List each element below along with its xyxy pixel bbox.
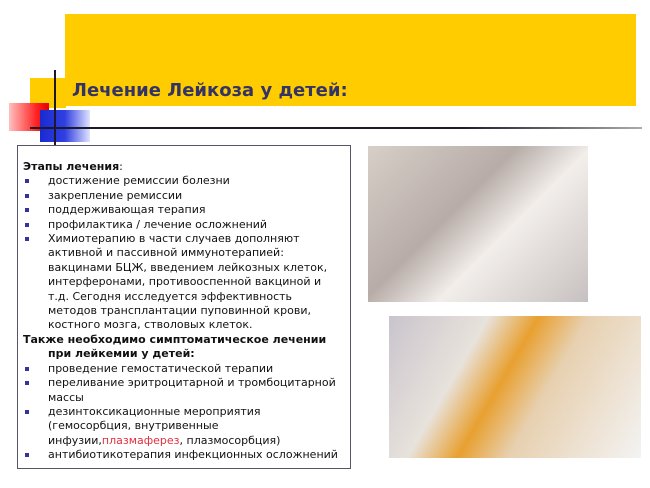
- content-box: [17, 145, 351, 469]
- highlight-text: плазмаферез: [101, 433, 180, 447]
- stages-heading: [23, 160, 344, 174]
- bullet-icon: [25, 237, 29, 241]
- list-item: [23, 232, 344, 333]
- bullet-icon: [25, 179, 29, 183]
- list-item: [23, 203, 344, 217]
- decor-vertical-line: [54, 70, 56, 146]
- slide-title: Лечение Лейкоза у детей:: [72, 80, 348, 101]
- list-item: [23, 448, 344, 462]
- stages-list: [23, 174, 344, 332]
- item-text: профилактика / лечение осложнений: [48, 217, 268, 231]
- bullet-icon: [25, 410, 29, 414]
- item-text: закрепление ремиссии: [48, 188, 183, 202]
- symptomatic-heading: Также необходимо симптоматическое лечении при лейкемии у детей:: [23, 332, 327, 361]
- decor-horizontal-line: [30, 127, 642, 129]
- list-item: [23, 189, 344, 203]
- bullet-icon: [25, 367, 29, 371]
- decor-blue-square: [40, 110, 90, 142]
- photo-child-in-hospital-bed: [368, 146, 588, 302]
- item-text: антибиотикотерапия инфекционных осложнений: [48, 448, 338, 462]
- item-text: Химиотерапию в части случаев дополняют активной и пассивной иммунотерапией: вакцинами БЦЖ, введением лейкозных клеток, интерферонами, противооспенной вакциной и т.д. Сегодня исследуется эффективность методов трансплантации пуповинной крови, костного мозга, стволовых клеток.: [48, 232, 328, 332]
- item-text: проведение гемостатической терапии: [48, 361, 274, 375]
- bullet-icon: [25, 223, 29, 227]
- item-text: дезинтоксикационные мероприятия (гемосорбция, внутривенные инфузии,: [48, 404, 261, 447]
- list-item: [23, 405, 344, 448]
- list-item: [23, 362, 344, 376]
- item-text: достижение ремиссии болезни: [48, 174, 230, 188]
- bullet-icon: [25, 381, 29, 385]
- stages-heading-text: Этапы лечения: [23, 160, 120, 173]
- item-text: , плазмосорбция): [179, 433, 281, 447]
- list-item: [23, 174, 344, 188]
- bullet-icon: [25, 208, 29, 212]
- bullet-icon: [25, 194, 29, 198]
- item-text: переливание эритроцитарной и тромбоцитарной массы: [48, 376, 336, 404]
- photo-doctor-with-child: [389, 316, 641, 458]
- list-item: [23, 376, 344, 405]
- symptomatic-list: [23, 362, 344, 463]
- colon: :: [119, 160, 123, 173]
- item-text: поддерживающая терапия: [48, 203, 206, 217]
- list-item: [23, 218, 344, 232]
- bullet-icon: [25, 453, 29, 457]
